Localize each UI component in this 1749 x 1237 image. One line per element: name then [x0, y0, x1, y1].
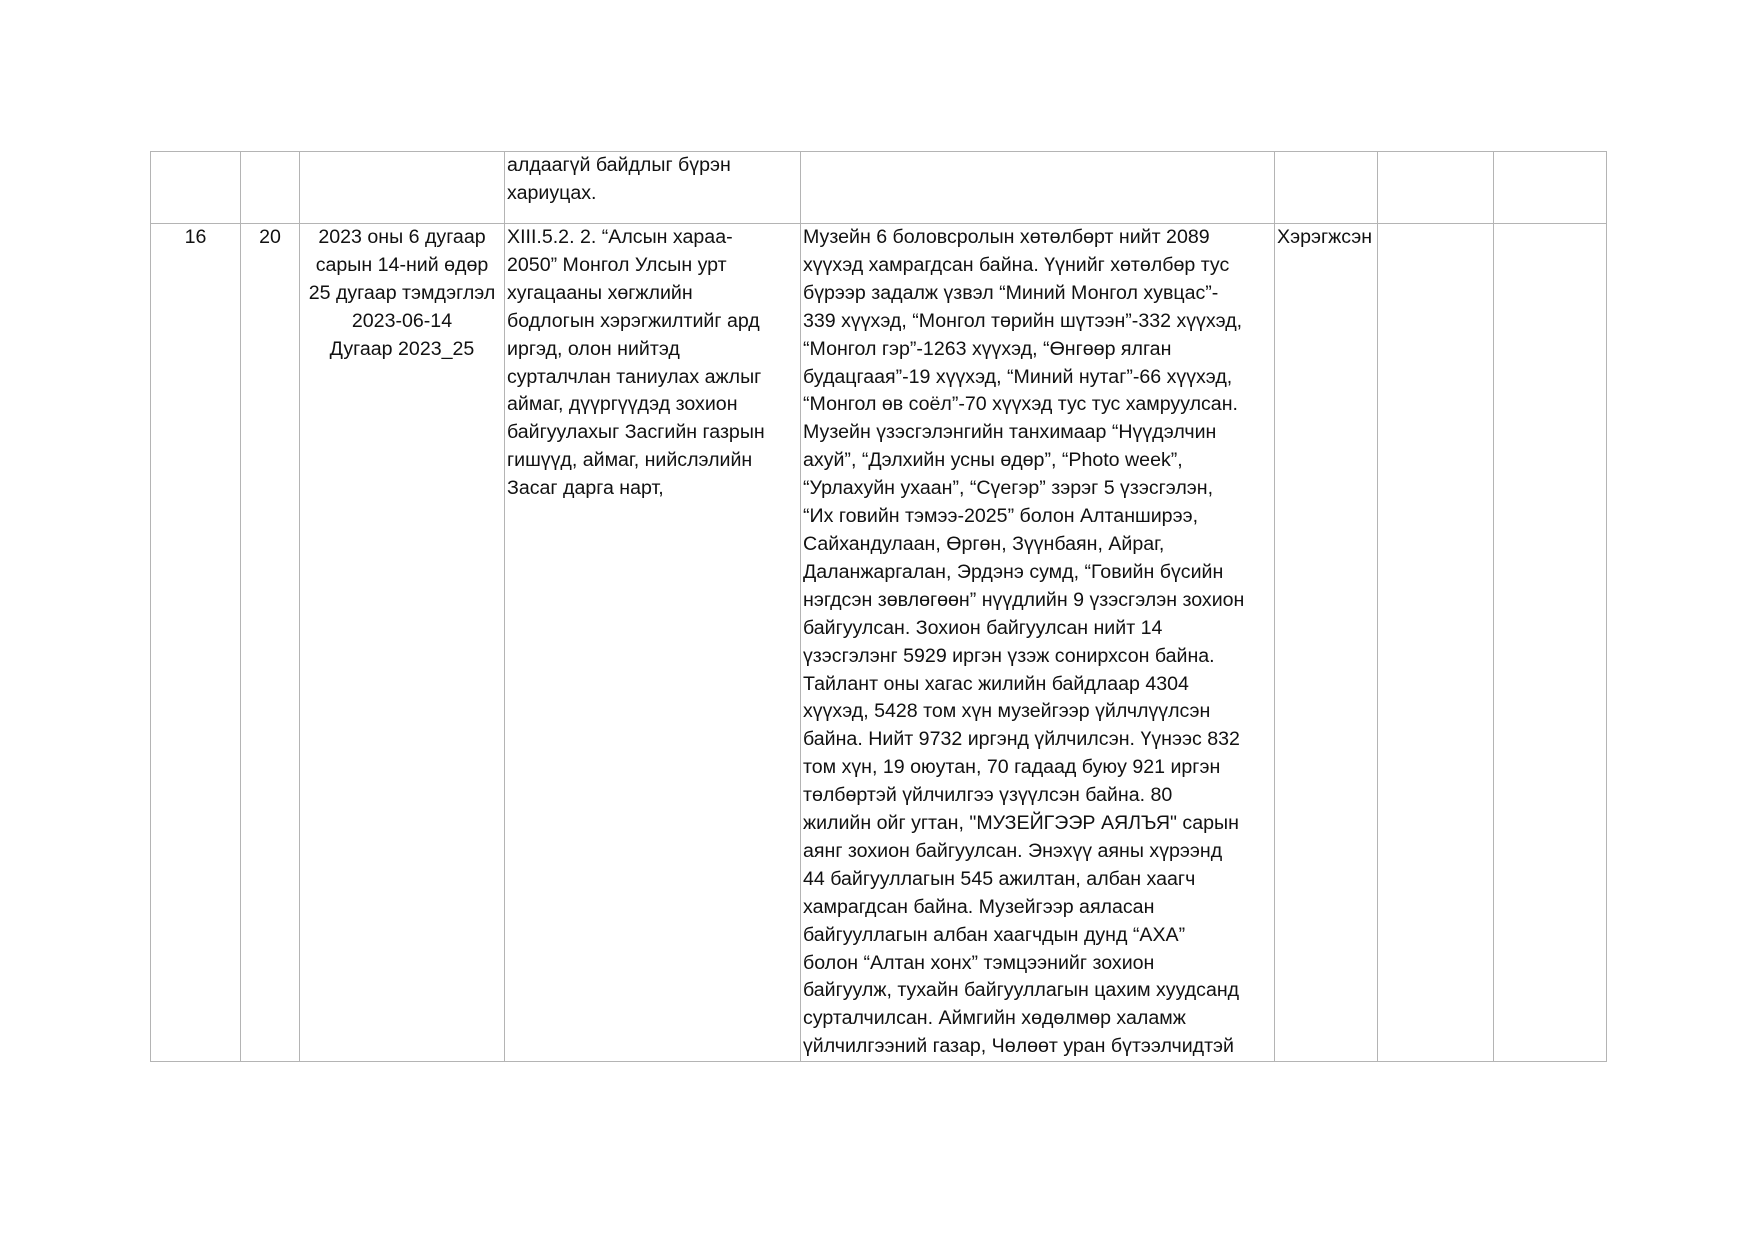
implementation-report: Музейн 6 боловсролын хөтөлбөрт нийт 2089 хүүхэд хамрагдсан байна. Үүнийг хөтөлбөр тус бүрээр задалж үзвэл “Миний Монгол хувцас”- 339 хүүхэд, “Монгол төрийн шүтээн”-332 хүүхэд, “Монгол гэр”-1263 хүүхэд, “Өнгөөр ялган будацгаая”-19 хүүхэд, “Миний нутаг”-66 хүүхэд, “Монгол өв соёл”-70 хүүхэд тус тус хамруулсан. Музейн үзэсгэлэнгийн танхимаар “Нүүдэлчин ахуй”, “Дэлхийн усны өдөр”, “Photo week”, “Урлахуйн ухаан”, “Сүегэр” зэрэг 5 үзэсгэлэн, “Их говийн тэмээ-2025” болон Алтанширээ, Сайхандулаан, Өргөн, Зүүнбаян, Айраг, Даланжаргалан, Эрдэнэ сумд, “Говийн бүсийн нэгдсэн зөвлөгөөн” нүүдлийн 9 үзэсгэлэн зохион байгуулсан. Зохион байгуулсан нийт 14 үзэсгэлэнг 5929 иргэн үзэж сонирхсон байна. Тайлант оны хагас жилийн байдлаар 4304 хүүхэд, 5428 том хүн музейгээр үйлчлүүлсэн байна. Нийт 9732 иргэнд үйлчилсэн. Үүнээс 832 том хүн, 19 оюутан, 70 гадаад буюу 921 иргэн төлбөртэй үйлчилгээ үзүүлсэн байна. 80 жилийн ойг угтан, "МУЗЕЙГЭЭР АЯЛЪЯ" сарын аянг зохион байгуулсан. Энэхүү аяны хүрээнд 44 байгууллагын 545 ажилтан, албан хаагч хамрагдсан байна. Музейгээр аяласан байгууллагын албан хаагчдын дунд “АХА” болон “Алтан хонх” тэмцээнийг зохион байгуулж, тухайн байгууллагын цахим хуудсанд сурталчилсан. Аймгийн хөдөлмөр халамж үйлчилгээний газар, Чөлөөт уран бүтээлчидтэй [801, 224, 1275, 1062]
table-row [151, 152, 1607, 224]
table-cell [1275, 152, 1378, 224]
task-text-continued: алдаагүй байдлыг бүрэн хариуцах. [505, 152, 801, 224]
table-cell [1494, 224, 1607, 1062]
decision-date-line: сарын 14-ний өдөр [315, 253, 489, 276]
item-number: 20 [241, 224, 300, 1062]
decision-date-iso: 2023-06-14 [351, 309, 453, 332]
table-cell [241, 152, 300, 224]
status-text: Хэрэгжсэн [1275, 224, 1378, 1062]
table-cell [151, 152, 241, 224]
decision-date-line: 2023 оны 6 дугаар [318, 226, 486, 248]
table-cell [300, 152, 505, 224]
table-row [151, 224, 1607, 1062]
decision-reference [300, 224, 505, 1062]
table-cell [801, 152, 1275, 224]
decision-number: Дугаар 2023_25 [329, 337, 475, 360]
table-cell [1494, 152, 1607, 224]
task-text: XIII.5.2. 2. “Алсын хараа- 2050” Монгол Улсын урт хугацааны хөгжлийн бодлогын хэрэгжилтийг ард иргэд, олон нийтэд сурталчлан таниулах ажлыг аймаг, дүүргүүдэд зохион байгуулахыг Засгийн газрын гишүүд, аймаг, нийслэлийн Засаг дарга нарт, [505, 224, 801, 1062]
table-cell [1378, 152, 1494, 224]
table-cell [1378, 224, 1494, 1062]
decision-protocol-line: 25 дугаар тэмдэглэл [308, 281, 496, 304]
row-number: 16 [151, 224, 241, 1062]
document-table [150, 151, 1607, 1062]
